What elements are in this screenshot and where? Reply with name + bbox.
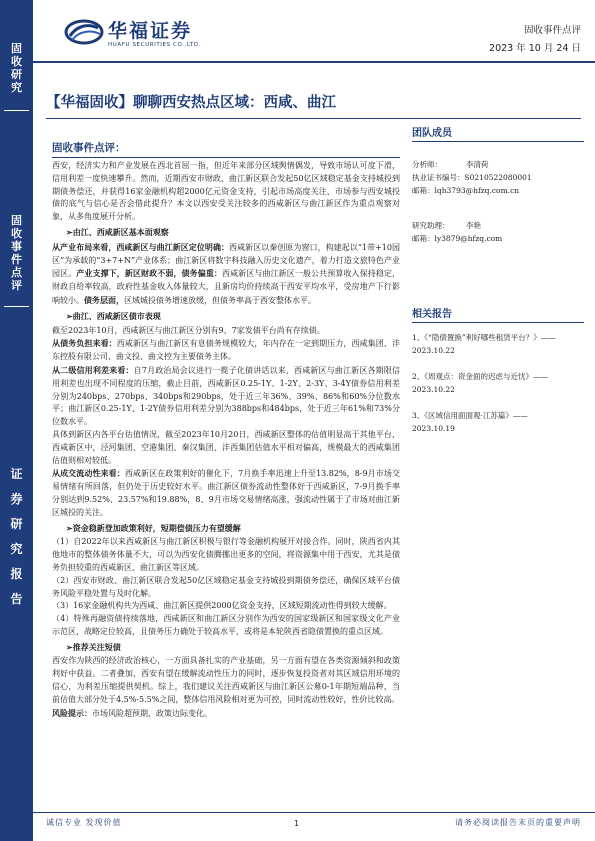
sidebar-char: 告 — [10, 592, 23, 606]
paragraph-debt-burden — [52, 337, 400, 364]
header-rule — [33, 61, 595, 63]
sidebar-char: 究 — [10, 542, 23, 556]
text: 西咸新区与曲江新区有息债务规模较大，年内存在一定到期压力，西咸集团、沣东控股有限公司、曲文投、曲文控为主要债务主体。 — [52, 339, 401, 362]
report-date: 2023.10.22 — [412, 346, 455, 355]
footer-slogan: 诚信专业 发现价值 — [46, 818, 122, 827]
footer-rule — [33, 812, 595, 813]
subheading-fundamentals: ➢ 由江、西咸新区基本面观察 — [52, 226, 400, 239]
analyst-name: 李清荷 — [466, 160, 489, 169]
analyst-block — [412, 158, 584, 197]
text: 西咸新区以秦创原为窗口，构建起以“1带+10园区”为承载的“3+7+N”产业体系；曲江新区将数字科技融入历史文化遗产，着力打造文旅特色产业园区。 — [52, 242, 401, 279]
logo-chinese-text: 华福证券 — [108, 20, 193, 42]
related-report-item[interactable] — [412, 409, 584, 435]
huafu-logo-icon — [64, 18, 104, 46]
email-row — [412, 184, 584, 197]
text: 自7月政治局会议进行一揽子化债讲话以来，西咸新区与曲江新区各期限信用利差也出现不同程度的压缩，截止目前，西咸新区0.25-1Y、1-2Y、2-3Y、3-4Y债券信用利差分别为240bps、270bps、340bps和290bps，处于近三年36%、39%、86%和60%分位数水平；曲江新区0.25-1Y、1-2Y债券信用利差分别为388bps和484bps，处于近三年61%和73%分位数水平。 — [52, 365, 401, 427]
text: 西咸新区在政策利好的催化下，7月换手率迅速上升至13.82%，8-9月市场交易情绪有所回落，但仍处于历史较好水平。曲江新区债券流动性整体好于西咸新区，7-9月换手率分别达到9.52%、23.57%和19.88%，8、9月市场交易情绪高涨，强流动性属于了市场对曲江新区城投的关注。 — [52, 469, 400, 517]
analyst-row — [412, 158, 584, 171]
sidebar-char: 研 — [10, 517, 23, 531]
sidebar-char: 收 — [11, 227, 22, 240]
report-date: 2023.10.19 — [412, 424, 455, 433]
report-title: 1、《“隐债置换”利好哪些租赁平台？》—— — [412, 333, 556, 342]
analyst-email[interactable]: lqh3793@hfzq.com.cn — [434, 186, 520, 195]
numbered-point-2: （2）西安市财政、曲江新区联合发起50亿区域稳定基金支持城投到期债务偿还，确保区域平台债务风险平稳处置与及时化解。 — [52, 575, 400, 598]
bold-label: 从成交流动性来看： — [52, 468, 125, 479]
text: 西咸新区与曲江新区一般公共预算收入保持稳定，财政自给率较高，政府性基金收入体量较大，且新房均价持续高于西安平均水平，受房地产下行影响较小。 — [52, 269, 401, 305]
paragraph-platforms: 截至2023年10月，西咸新区与曲江新区分别有9、7家发债平台尚有存续债。 — [52, 325, 325, 335]
sidebar-char: 固 — [11, 214, 22, 227]
numbered-point-3: （3）16家金融机构共为西咸、曲江新区提供2000亿资金支持，区域短期流动性得到较大缓解。 — [52, 601, 392, 611]
risk-label: 风险提示： — [52, 707, 92, 718]
related-report-item[interactable] — [412, 370, 584, 396]
report-date: 2023.10.22 — [412, 385, 455, 394]
report-title: 2、《周观点：资金面的迟虑与近忧》—— — [412, 372, 549, 381]
risk-warning — [52, 707, 400, 721]
numbered-point-4: （4）特殊再融资债持续落地，西咸新区和曲江新区分别作为西安的国家级新区和国家级文化产业示范区，战略定位较高，且债务压力确处于较高水平，或将是本轮陕西省隐债置换的重点区域。 — [52, 614, 400, 636]
sidebar-bottom-label — [0, 468, 33, 618]
sidebar-char: 究 — [11, 81, 22, 94]
sidebar-char: 固 — [11, 42, 22, 55]
paragraph-valuation: 具体到新区内各平台估值情况，截至2023年10月20日，西咸新区整体的估值明显高于其他平台，西咸新区中，泾河集团、空港集团、秦汉集团、沣西集团估值水平相对偏高，规模最大的西咸集团估值则相对较低。 — [52, 429, 400, 465]
report-type: 固收事件点评 — [523, 25, 581, 36]
company-logo — [64, 16, 212, 56]
analyst-label: 分析师： — [412, 160, 442, 169]
footer-disclaimer: 请务必阅读报告末页的重要声明 — [455, 818, 581, 827]
subheading-bond-market: ➢ 曲江、西咸新区债市表现 — [52, 310, 400, 323]
cert-label: 执业证书编号： — [412, 173, 465, 182]
paragraph-recommendation: 西安作为陕西的经济政治核心，一方面具备扎实的产业基础，另一方面有望在各类资源倾斜和政策利好中获益。二者叠加，西安有望在缓解流动性压力的同时，逐步恢复投资者对其区域信用环境的信心，为利差压缩提供契机。综上，我们建议关注西咸新区与曲江新区公募0-1年期短端品种，当前估值大部分处于4.5%-5.5%之间，整体信用风险相对更为可控，同时流动性较好，性价比较高。 — [52, 656, 400, 704]
assistant-email-row — [412, 232, 584, 245]
assistant-email[interactable]: ly3879@hfzq.com — [434, 234, 503, 243]
sidebar-mid-label — [0, 214, 33, 292]
intro-paragraph: 西安，经济实力和产业发展在西北首屈一指，但近年来部分区域舆情偶发，导致市场认可度下滑，信用利差一度快速攀升。然而，近期西安市财政、曲江新区联合发起50亿区域稳定基金支持城投到期债务偿还，并获得16家金融机构超2000亿元资金支持，引起市场高度关注，市场参与西安城投债的底气与信心是否会借此提升？本文以西安受关注较多的西咸新区与曲江新区作为重点观察对象，从多角度展开分析。 — [52, 161, 400, 222]
bold-label: 从债务负担来看： — [52, 338, 117, 349]
cert-row — [412, 171, 584, 184]
paragraph-liquidity — [52, 467, 400, 519]
related-reports-title: 相关报告 — [412, 305, 584, 323]
page-title: 【华福固收】聊聊西安热点区域：西咸、曲江 — [46, 95, 336, 111]
bold-label: 债务层面， — [84, 294, 124, 305]
paragraph-industry — [52, 241, 400, 308]
section-title: 固收事件点评： — [52, 140, 400, 158]
report-title: 3、《区域信用面面观·江苏篇》—— — [412, 411, 528, 420]
email-label: 邮箱： — [412, 234, 435, 243]
sidebar-char: 研 — [11, 68, 22, 81]
assistant-name: 李艳 — [466, 221, 481, 230]
subheading-recommendation: ➢ 推荐关注短债 — [52, 641, 400, 654]
header-meta — [489, 22, 581, 58]
bold-label: 从产业布局来看，西咸新区与曲江新区定位明确： — [52, 241, 230, 252]
report-date: 2023 年 10 月 24 日 — [489, 43, 581, 54]
sidebar-char: 报 — [10, 567, 23, 581]
email-label: 邮箱： — [412, 186, 435, 195]
sidebar-char: 事 — [11, 240, 22, 253]
related-reports-list — [412, 331, 584, 435]
logo-english-text: HUAFU SECURITIES CO.,LTD. — [108, 42, 201, 48]
sidebar-char: 券 — [10, 492, 23, 506]
sidebar-top-label — [0, 42, 33, 94]
subheading-policy: ➢ 资金稳新登加政策利好，短期偿债压力有望缓解 — [52, 522, 400, 535]
main-column — [52, 124, 400, 720]
sidebar-divider — [4, 110, 29, 111]
bold-label: 从二级信用利差来看： — [52, 364, 134, 375]
risk-text: 市场风险超预期，政策边际变化。 — [92, 708, 212, 718]
page-number: 1 — [294, 819, 300, 828]
numbered-point-1: （1）自2022年以来西咸新区与曲江新区积极与银行等金融机构展开对接合作。同时，陕西省内其他地市的整体债务体量不大，可以为西安化债腾挪出更多的空间，将资源集中用于西安，尤其是债务负担较重的西咸新区、曲江新区等区域。 — [52, 537, 400, 572]
left-sidebar — [0, 0, 33, 841]
sidebar-char: 证 — [10, 467, 23, 481]
team-title: 团队成员 — [412, 124, 584, 142]
sidebar-char: 点 — [11, 266, 22, 279]
assistant-label: 研究助理： — [412, 221, 450, 230]
sidebar-char: 收 — [11, 55, 22, 68]
sidebar-char: 件 — [11, 253, 22, 266]
main-body — [52, 160, 400, 720]
assistant-block — [412, 219, 584, 245]
assistant-row — [412, 219, 584, 232]
title-rule — [46, 118, 581, 119]
sidebar-divider — [4, 306, 29, 307]
right-column — [412, 124, 584, 448]
bold-label: 产业支撑下，新区财政不弱，债务偏重： — [76, 268, 223, 279]
cert-number: S0210522080001 — [464, 173, 532, 182]
text: 区域城投债务增速放缓，但债务率高于西安整体水平。 — [124, 295, 316, 305]
sidebar-char: 评 — [11, 279, 22, 292]
related-report-item[interactable] — [412, 331, 584, 357]
paragraph-credit-spread — [52, 364, 400, 429]
